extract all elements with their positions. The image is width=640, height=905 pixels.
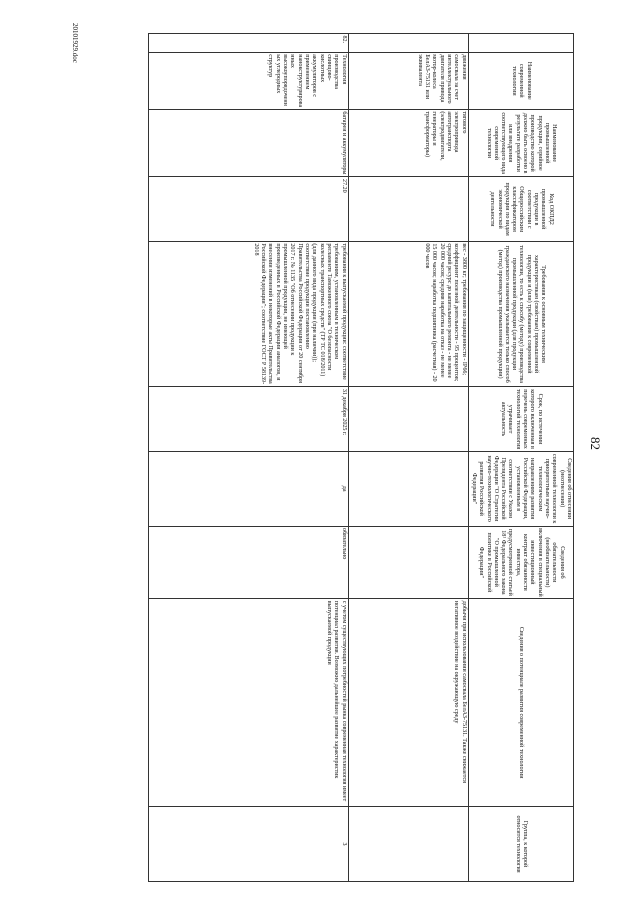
group-number: 3 (148, 807, 348, 882)
term-text (348, 387, 468, 451)
table-row (348, 34, 468, 882)
page-number: 82 (588, 437, 603, 450)
requirements-text: вес - 3800 кг; требования по защищенности - IP66; коэффициент полезной деятельности - 95 процентов; средний ресурс до капитального ремонта - не менее 20 000 часов; средняя наработка на отказ - не менее 15 000 часов; наработка подшипника (расчетная) - 20 000 часов (348, 241, 468, 386)
row-number: 82. (148, 34, 348, 53)
technology-name: Технология производства свинцово-кислотных аккумуляторов с применением нанокструктурированных высокоупорядоченных углеродных структур (148, 52, 348, 109)
potential-text: с учетом существующих потребностей рынка современная технология имеет потенциал развития. Возможно дальнейшее развитие характеристик выпускаемой продукции (148, 599, 348, 807)
header-product: Наименование промышленной продукции, серийное производство которой должно быть освоено в результате разработки или внедрения соответствующего вида современной технологии (468, 109, 573, 177)
potential-text: добычи при использовании самосвала БелАЗ-75131. Также снижается негативное воздействие на окружающую среду (348, 599, 468, 807)
table-row (148, 34, 348, 882)
row-number (348, 34, 468, 53)
technology-name: движения самосвала за счет интеллектуального двигателя привода мотор-колеса БелАЗ-75131 или эквивалента (348, 52, 468, 109)
header-okpd: Код ОКПД2 промышленной продукции в соответствии с Общероссийским классификатором продукции по видам экономической деятельности (468, 177, 573, 241)
header-contract: Сведения об обязательности (необязательности) включения в специальный инвестиционный контракт обязанности инвестора, предусмотренной статьей 18¹ Федерального закона "О промышленной политике в Российской Федерации" (468, 526, 573, 599)
product-name: тягового электропривода автотранспорта (электродвигатели, генераторы и трансформаторы) (348, 109, 468, 177)
contract-text: обязательно (148, 526, 348, 599)
term-text: 31 декабря 2025 г. (148, 387, 348, 451)
table-header-row (468, 34, 573, 882)
okpd-code: 27.20 (148, 177, 348, 241)
header-term: Срок, по истечении которого включенная в перечень современных технологий технология утрачивает актуальность (468, 387, 573, 451)
okpd-code (348, 177, 468, 241)
header-num-cell (468, 34, 573, 53)
header-potential: Сведения о потенциале развития современной технологии (468, 599, 573, 807)
technology-table (148, 33, 574, 882)
header-tech: Наименование современной технологии (468, 52, 573, 109)
header-requirements: Требования к основным техническим характеристикам (свойствам) промышленной продукции и (или) требования к современной технологии, то есть к способу (методу) производства промышленной продукции (для продукции гражданского назначения указывается только способ (метод) производства промышленной продукции) (468, 241, 573, 386)
requirements-text: требования к выпускаемой продукции: соответствие требованиям, установленным в техническом регламенте Таможенного союза "О безопасности колесных транспортных средств" (ТР ТС 018/2011) (для данного вида продукции (при наличии)); соответствие продукции постановлению Правительства Российской Федерации от 20 сентября 2017 г. № 1135 "Об отнесении продукции к промышленной продукции, не имеющей произведенных в Российской Федерации аналогов, и внесении изменений в некоторые акты Правительства Российской Федерации"; соответствие ГОСТ Р 58139-2018 (148, 241, 348, 386)
contract-text (348, 526, 468, 599)
header-group: Группа, к которой относится технология (468, 807, 573, 882)
priority-text (348, 451, 468, 526)
document-footer: 20101929.doc (71, 23, 79, 63)
group-number (348, 807, 468, 882)
priority-text: да (148, 451, 348, 526)
product-name: батареи и аккумуляторы (148, 109, 348, 177)
header-priority: Сведения об отнесении (неотнесении) современной технологии к приоритетным научно-технологическим направлениям развития Российской Федерации, установленным в соответствии с Указом Президента Российской Федерации "О Стратегии научно-технологического развития Российской Федерации" (468, 451, 573, 526)
